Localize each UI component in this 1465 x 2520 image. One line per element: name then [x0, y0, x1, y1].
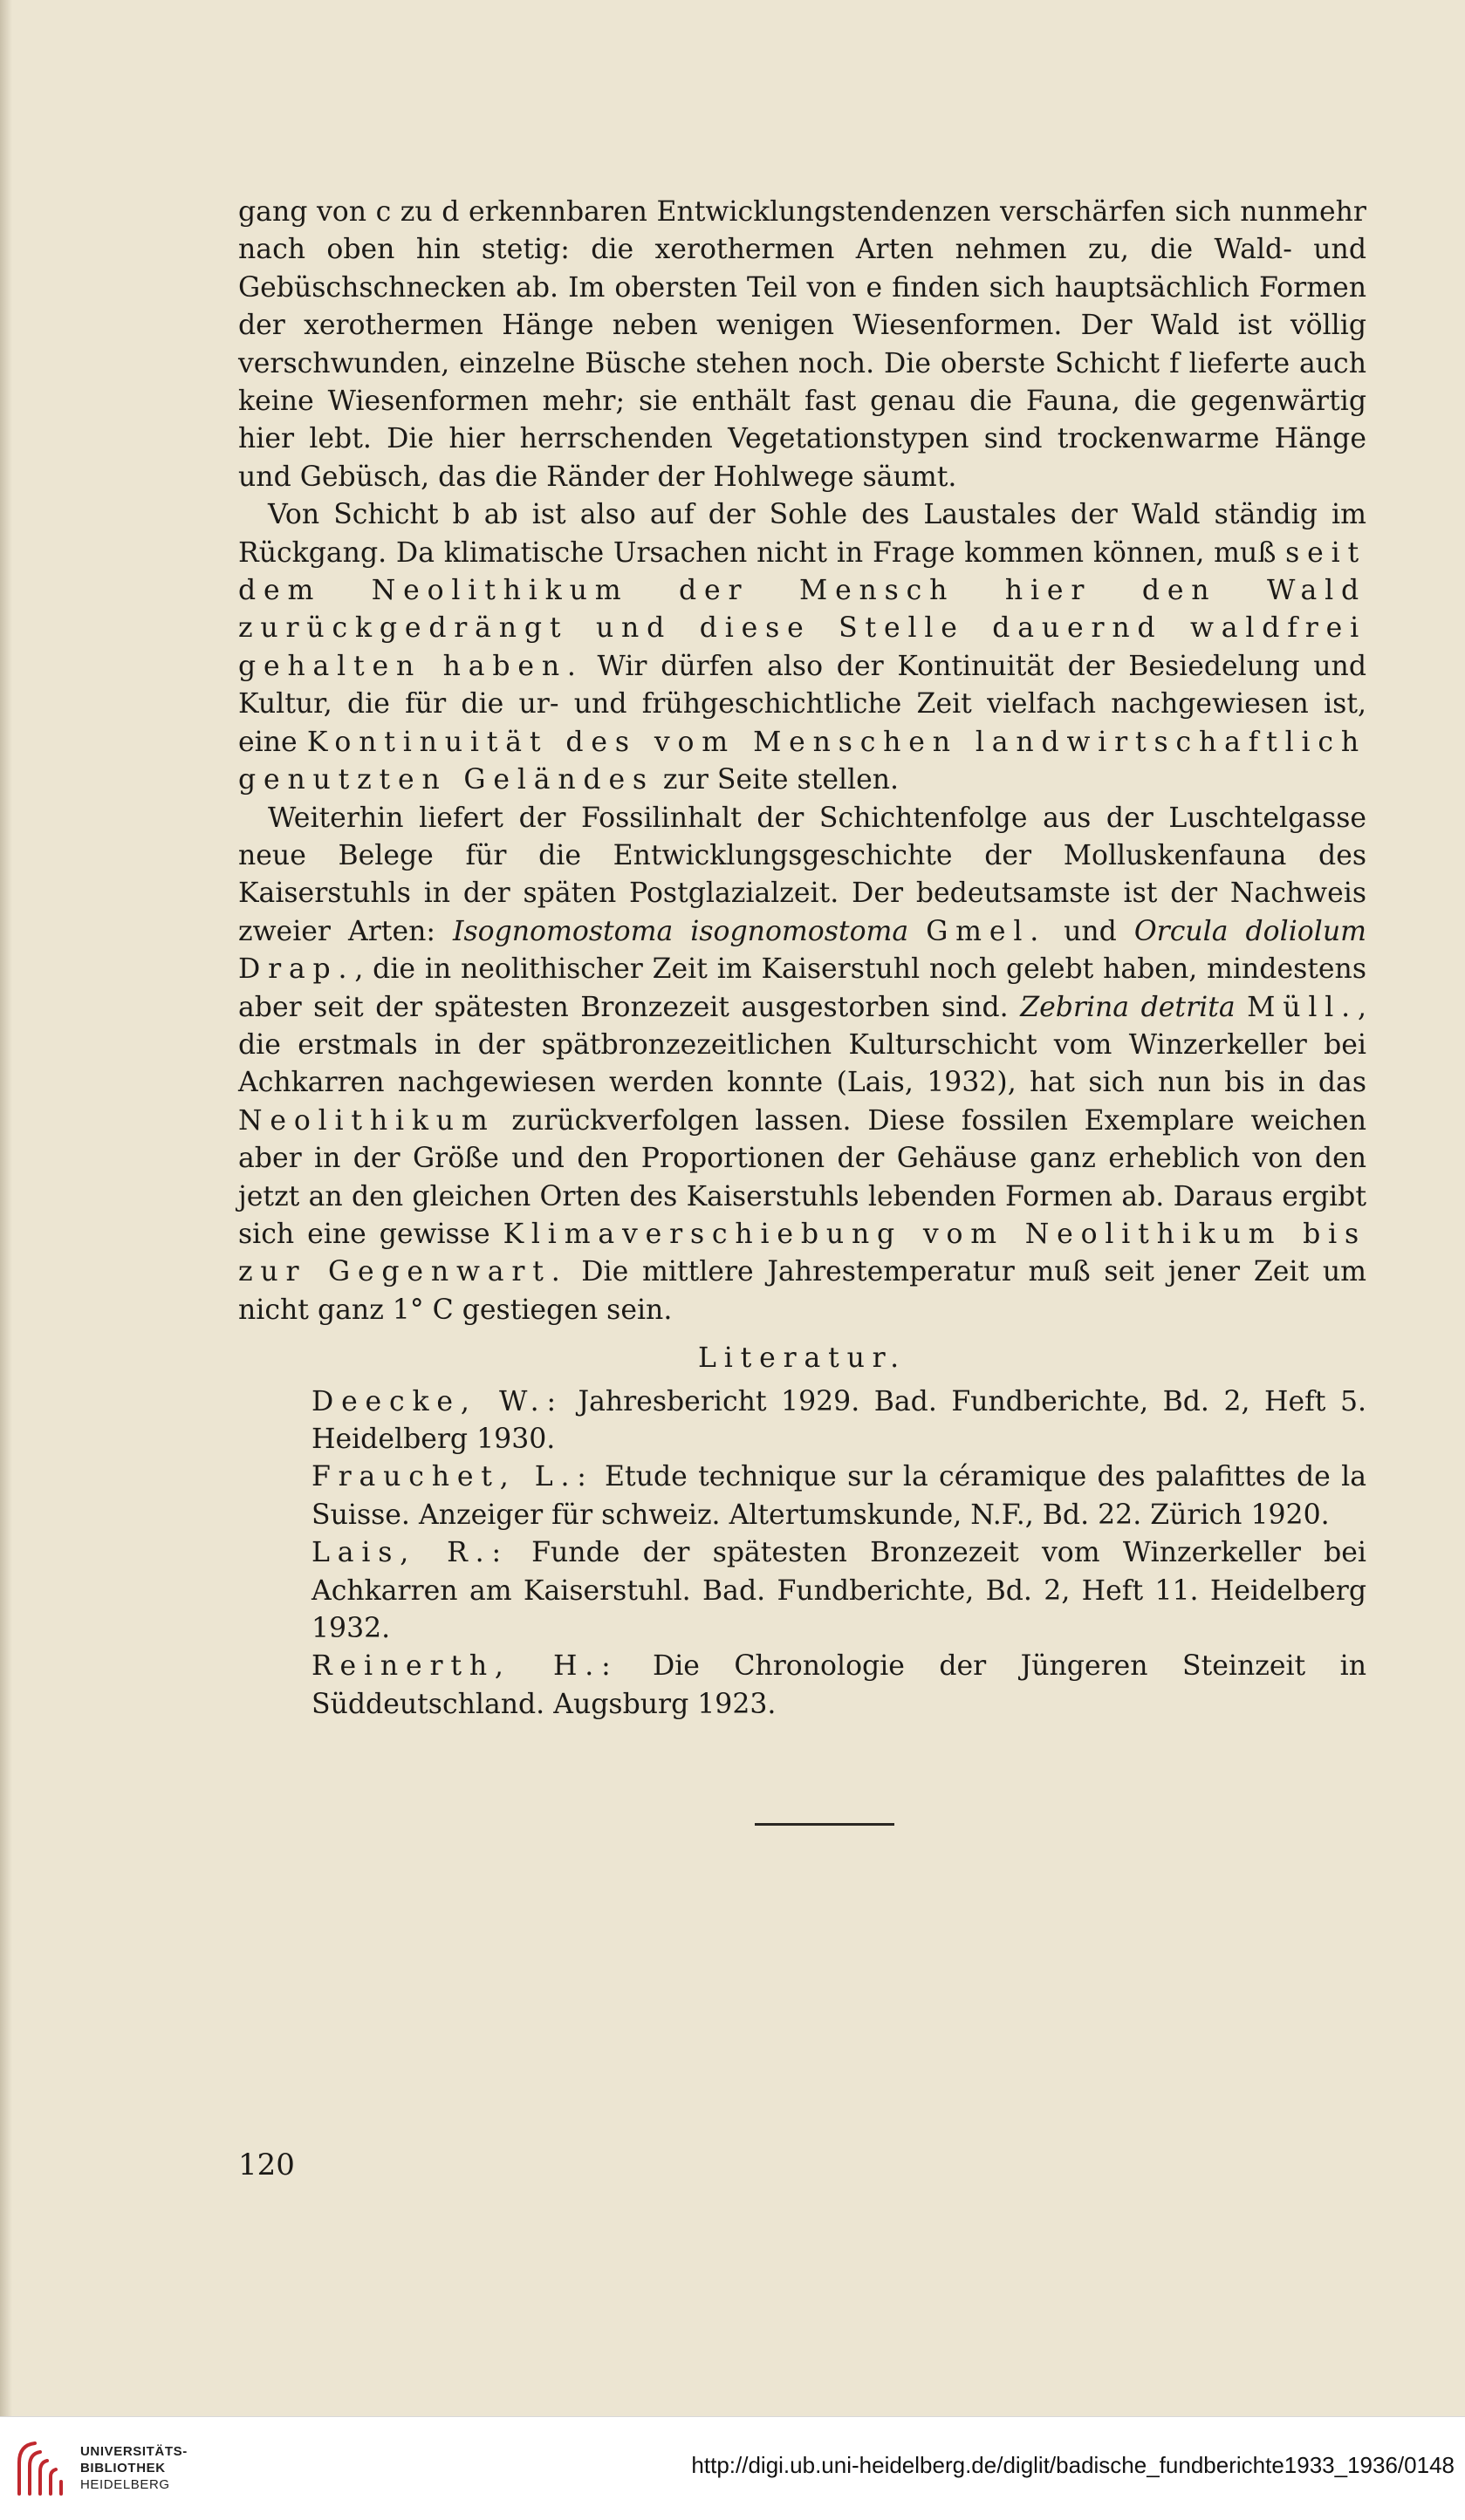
species-name: Orcula doliolum — [1133, 915, 1366, 947]
spaced-emphasis: Kontinuität des vom Menschen landwirtschaftlich genutzten Geländes — [238, 726, 1366, 796]
source-url-link[interactable]: http://digi.ub.uni-heidelberg.de/diglit/badische_fundberichte1933_1936/0148 — [691, 2452, 1455, 2478]
spaced-emphasis: seit dem Neolithikum der Mensch hier den Wald zurückgedrängt und diese Stelle dauernd waldfrei gehalten haben. — [238, 536, 1366, 682]
paragraph-1: gang von c zu d erkennbaren Entwicklungstendenzen verschärfen sich nunmehr nach oben hin stetig: die xerothermen Arten nehmen zu, die Wald- und Gebüschschnecken ab. Im obersten Teil von e finden sich hauptsächlich Formen der xerothermen Hänge neben wenigen Wiesenformen. Der Wald ist völlig verschwunden, einzelne Büsche stehen noch. Die oberste Schicht f lieferte auch keine Wiesenformen mehr; sie enthält fast genau die Fauna, die gegenwärtig hier lebt. Die hier herrschenden Vegetationstypen sind trockenwarme Hänge und Gebüsch, das die Ränder der Hohlwege säumt. — [238, 196, 1366, 493]
footer-bar — [0, 2416, 1465, 2520]
paragraph-3: Weiterhin liefert der Fossilinhalt der Schichtenfolge aus der Luschtelgasse neue Belege für die Entwicklungsgeschichte der Molluskenfauna des Kaiserstuhls in der späten Postglazialzeit. Der bedeutsamste ist der Nachweis zweier Arten: Isognomostoma isognomostoma Gmel. und Orcula doliolum Drap., die in neolithischer Zeit im Kaiserstuhl noch gelebt haben, mindestens aber seit der spätesten Bronzezeit ausgestorben sind. Zebrina detrita Müll., die erstmals in der spätbronzezeitlichen Kulturschicht vom Winzerkeller bei Achkarren nachgewiesen werden konnte (Lais, 1932), hat sich nun bis in das Neolithikum zurückverfolgen lassen. Diese fossilen Exemplare weichen aber in der Größe und den Proportionen der Gehäuse ganz erheblich von den jetzt an den gleichen Orten des Kaiserstuhls lebenden Formen ab. Daraus ergibt sich eine gewisse Klimaverschiebung vom Neolithikum bis zur Gegenwart. Die mittlere Jahrestemperatur muß seit jener Zeit um nicht ganz 1° C gestiegen sein. — [238, 802, 1366, 1326]
spaced-emphasis: Klimaverschiebung vom Neolithikum bis zur Gegenwart. — [238, 1218, 1366, 1288]
page-edge-shadow — [0, 0, 12, 2416]
literature-author: Deecke, W.: — [311, 1385, 564, 1417]
literature-entry: Frauchet, L.: Etude technique sur la céramique des palafittes de la Suisse. Anzeiger für schweiz. Altertumskunde, N.F., Bd. 22. Zürich 1920. — [311, 1461, 1366, 1531]
species-author: Gmel. — [926, 915, 1047, 947]
species-author: Müll. — [1247, 991, 1358, 1023]
spaced-emphasis: Neolithikum — [238, 1104, 496, 1137]
species-author: Drap. — [238, 953, 355, 986]
species-name: Zebrina detrita — [1020, 991, 1236, 1023]
literature-author: Frauchet, L.: — [311, 1461, 594, 1493]
page-number: 120 — [238, 2148, 295, 2182]
university-library-seal-icon — [12, 2436, 70, 2501]
literature-author: Lais, R.: — [311, 1537, 509, 1569]
literature-entry: Lais, R.: Funde der spätesten Bronzezeit vom Winzerkeller bei Achkarren am Kaiserstuhl. Bad. Fundberichte, Bd. 2, Heft 11. Heidelberg 1932. — [311, 1537, 1366, 1645]
species-name: Isognomostoma isognomostoma — [453, 915, 909, 947]
paragraph-2: Von Schicht b ab ist also auf der Sohle des Laustales der Wald ständig im Rückgang. Da klimatische Ursachen nicht in Frage kommen können, muß seit dem Neolithikum der Mensch hier den Wald zurückgedrängt und diese Stelle dauernd waldfrei gehalten haben. Wir dürfen also der Kontinuität der Besiedelung und Kultur, die für die ur- und frühgeschichtliche Zeit vielfach nachgewiesen ist, eine Kontinuität des vom Menschen landwirtschaftlich genutzten Geländes zur Seite stellen. — [238, 499, 1366, 796]
literature-entry: Reinerth, H.: Die Chronologie der Jüngeren Steinzeit in Süddeutschland. Augsburg 1923. — [311, 1650, 1366, 1720]
library-name: UNIVERSITÄTS- BIBLIOTHEK HEIDELBERG — [80, 2444, 188, 2492]
body-text — [238, 194, 1366, 1724]
literature-heading: Literatur. — [698, 1342, 907, 1375]
literature-author: Reinerth, H.: — [311, 1650, 619, 1683]
end-rule — [755, 1823, 894, 1826]
literature-entry: Deecke, W.: Jahresbericht 1929. Bad. Fundberichte, Bd. 2, Heft 5. Heidelberg 1930. — [311, 1385, 1366, 1455]
